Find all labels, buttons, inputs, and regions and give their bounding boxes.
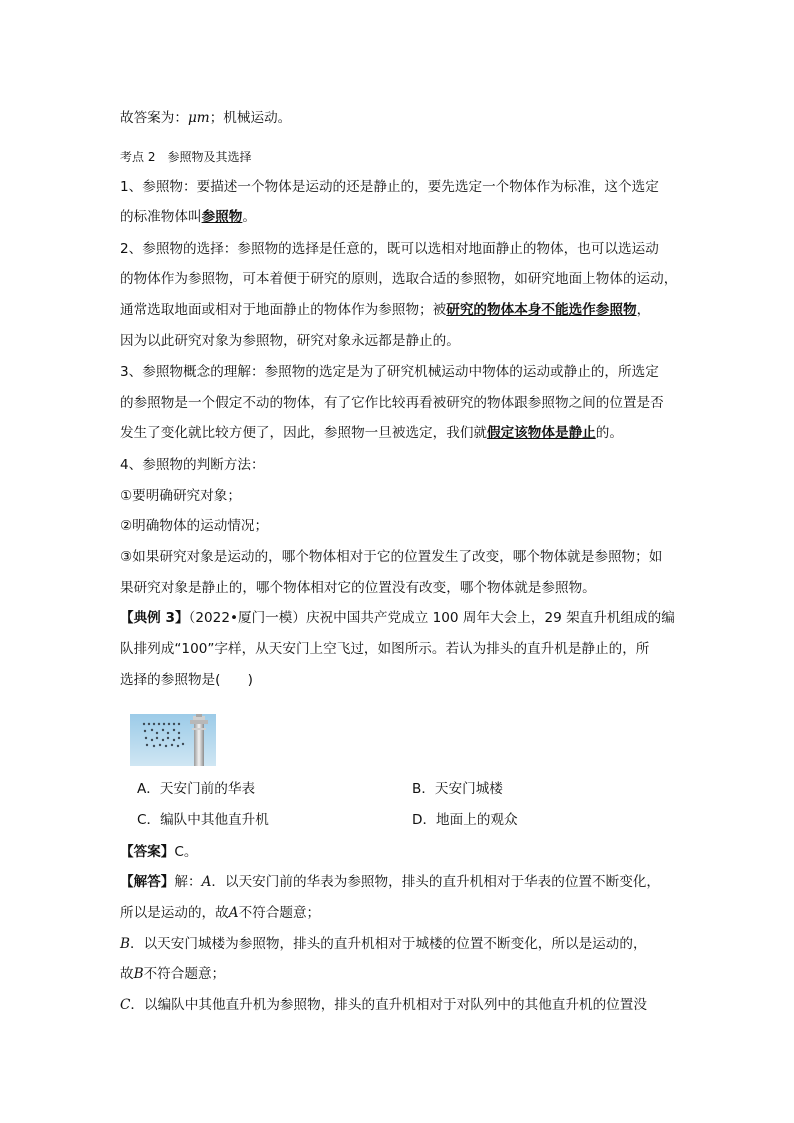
example-label: 【典例 3】 [120,610,189,626]
paragraph-line [120,424,623,442]
solution-label: 【解答】 [120,874,175,890]
solution-line [120,965,225,983]
option-letter: A [201,874,212,890]
option-letter: A [228,905,239,921]
paragraph-line: 3、参照物概念的理解：参照物的选定是为了研究机械运动中物体的运动或静止的，所选定 [120,364,659,380]
answer-label: 【答案】 [120,844,175,860]
text: 不符合题意； [143,966,226,982]
paragraph-line: 因为以此研究对象为参照物，研究对象永远都是静止的。 [120,333,460,349]
text: 故 [120,966,134,982]
text: ， [636,302,651,318]
option-c[interactable]: C．编队中其他直升机 [137,812,269,828]
paragraph-line: 果研究对象是静止的，哪个物体相对它的位置没有改变，哪个物体就是参照物。 [120,580,596,596]
math-symbol: μm [187,110,210,126]
question-stem: 选择的参照物是( ) [120,672,253,688]
text: （2022•厦门一模）庆祝中国共产党成立 100 周年大会上，29 架直升机组成的编 [188,610,675,626]
paragraph-line: 1、参照物：要描述一个物体是运动的还是静止的，要先选定一个物体作为标准，这个选定 [120,179,659,195]
answer-value: C。 [174,844,198,860]
text: 所以是运动的，故 [120,905,229,921]
paragraph-line [120,301,650,319]
option-b[interactable]: B．天安门城楼 [412,781,503,797]
text: 。 [242,209,256,225]
text: ．以编队中其他直升机为参照物，排头的直升机相对于对队列中的其他直升机的位置没 [130,997,647,1013]
paragraph-line: 4、参照物的判断方法： [120,457,265,473]
answer-summary-line [120,109,291,127]
paragraph-line: 的物体作为参照物，可本着便于研究的原则，选取合适的参照物，如研究地面上物体的运动， [120,271,678,287]
helicopter-formation-photo [130,714,216,766]
text: 解： [174,874,202,890]
option-letter: B [133,966,144,982]
solution-line [120,935,647,953]
option-letter: B [120,936,130,952]
solution-line [120,904,320,922]
text: 的。 [595,425,623,441]
paragraph-line: ①要明确研究对象； [120,488,241,504]
paragraph-line: 的参照物是一个假定不动的物体，有了它作比较再看被研究的物体跟参照物之间的位置是否 [120,395,664,411]
paragraph-line [120,208,256,226]
option-a[interactable]: A．天安门前的华表 [137,781,256,797]
text: 的标准物体叫 [120,209,202,225]
text: 不符合题意； [238,905,321,921]
emphasis-term: 参照物 [201,209,243,225]
text: ．以天安门前的华表为参照物，排头的直升机相对于华表的位置不断变化， [211,874,660,890]
solution-line [120,996,647,1014]
text: 发生了变化就比较方便了，因此，参照物一旦被选定，我们就 [120,425,488,441]
paragraph-line: 2、参照物的选择：参照物的选择是任意的，既可以选相对地面静止的物体，也可以选运动 [120,241,659,257]
text: ．以天安门城楼为参照物，排头的直升机相对于城楼的位置不断变化，所以是运动的， [130,936,647,952]
text: 通常选取地面或相对于地面静止的物体作为参照物；被 [120,302,447,318]
text: ；机械运动。 [209,110,292,126]
paragraph-line: ③如果研究对象是运动的，哪个物体相对于它的位置发生了改变，哪个物体就是参照物；如 [120,549,663,565]
example-title-line [120,609,675,627]
paragraph-line: 队排列成“100”字样，从天安门上空飞过，如图所示。若认为排头的直升机是静止的，所 [120,641,650,657]
text: 故答案为： [120,110,188,126]
emphasis-term: 研究的物体本身不能选作参照物 [446,302,637,318]
option-letter: C [120,997,131,1013]
paragraph-line: ②明确物体的运动情况； [120,518,269,534]
section-heading: 考点 2 参照物及其选择 [120,150,252,164]
answer-line [120,843,197,861]
emphasis-term: 假定该物体是静止 [487,425,596,441]
option-d[interactable]: D．地面上的观众 [412,812,518,828]
solution-line [120,873,660,891]
photo-illustration [130,714,216,766]
